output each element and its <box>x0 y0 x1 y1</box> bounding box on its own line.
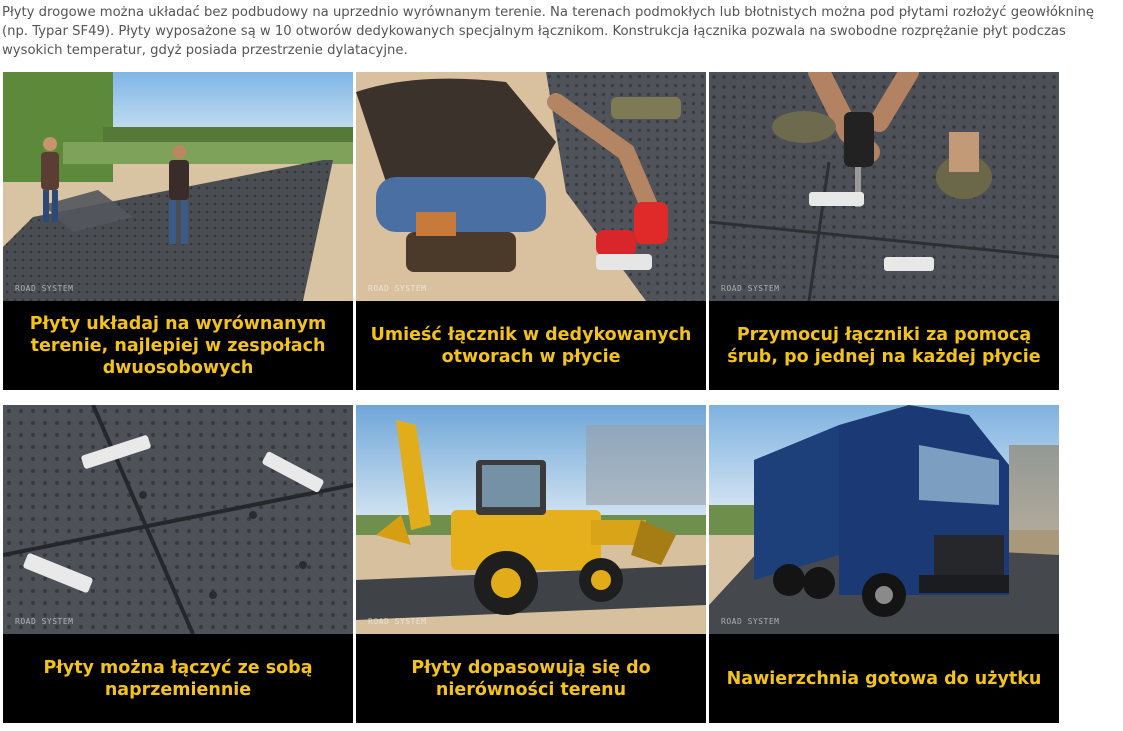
card-caption: Przymocuj łączniki za pomocą śrub, po jednej na każdej płycie <box>727 324 1041 367</box>
connected-mats-closeup-photo <box>3 405 353 634</box>
worker-placing-connector-photo <box>356 72 706 301</box>
backhoe-loader-on-mats-photo <box>356 405 706 634</box>
brand-watermark: ROAD SYSTEM <box>721 284 780 293</box>
brand-watermark: ROAD SYSTEM <box>368 284 427 293</box>
card-caption: Nawierzchnia gotowa do użytku <box>726 668 1042 689</box>
instruction-grid <box>3 72 1059 727</box>
instruction-card-3 <box>709 72 1059 390</box>
card-caption: Umieść łącznik w dedykowanych otworach w płycie <box>370 324 692 367</box>
workers-laying-mats-photo <box>3 72 353 301</box>
brand-watermark: ROAD SYSTEM <box>721 617 780 626</box>
brand-watermark: ROAD SYSTEM <box>15 617 74 626</box>
truck-on-mat-road-photo <box>709 405 1059 634</box>
brand-watermark: ROAD SYSTEM <box>368 617 427 626</box>
card-caption: Płyty dopasowują się do nierówności terenu <box>411 657 651 700</box>
instruction-card-6 <box>709 405 1059 723</box>
instruction-card-2 <box>356 72 706 390</box>
brand-watermark: ROAD SYSTEM <box>15 284 74 293</box>
instruction-card-5 <box>356 405 706 723</box>
card-caption: Płyty układaj na wyrównanym terenie, najlepiej w zespołach dwuosobowych <box>29 313 327 378</box>
instruction-card-1 <box>3 72 353 390</box>
card-caption: Płyty można łączyć ze sobą naprzemiennie <box>43 657 313 700</box>
instruction-card-4 <box>3 405 353 723</box>
intro-paragraph: Płyty drogowe można układać bez podbudowy na uprzednio wyrównanym terenie. Na terenach podmokłych lub błotnistych można pod płytami rozłożyć geowłókninę (np. Typar SF49). Płyty wyposażone są w 10 otworów dedykowanych specjalnym łącznikom. Konstrukcja łącznika pozwala na swobodne rozprężanie płyt podczas wysokich temperatur, gdyż posiada przestrzenie dylatacyjne. <box>2 5 1095 58</box>
drill-screwing-connector-photo <box>709 72 1059 301</box>
